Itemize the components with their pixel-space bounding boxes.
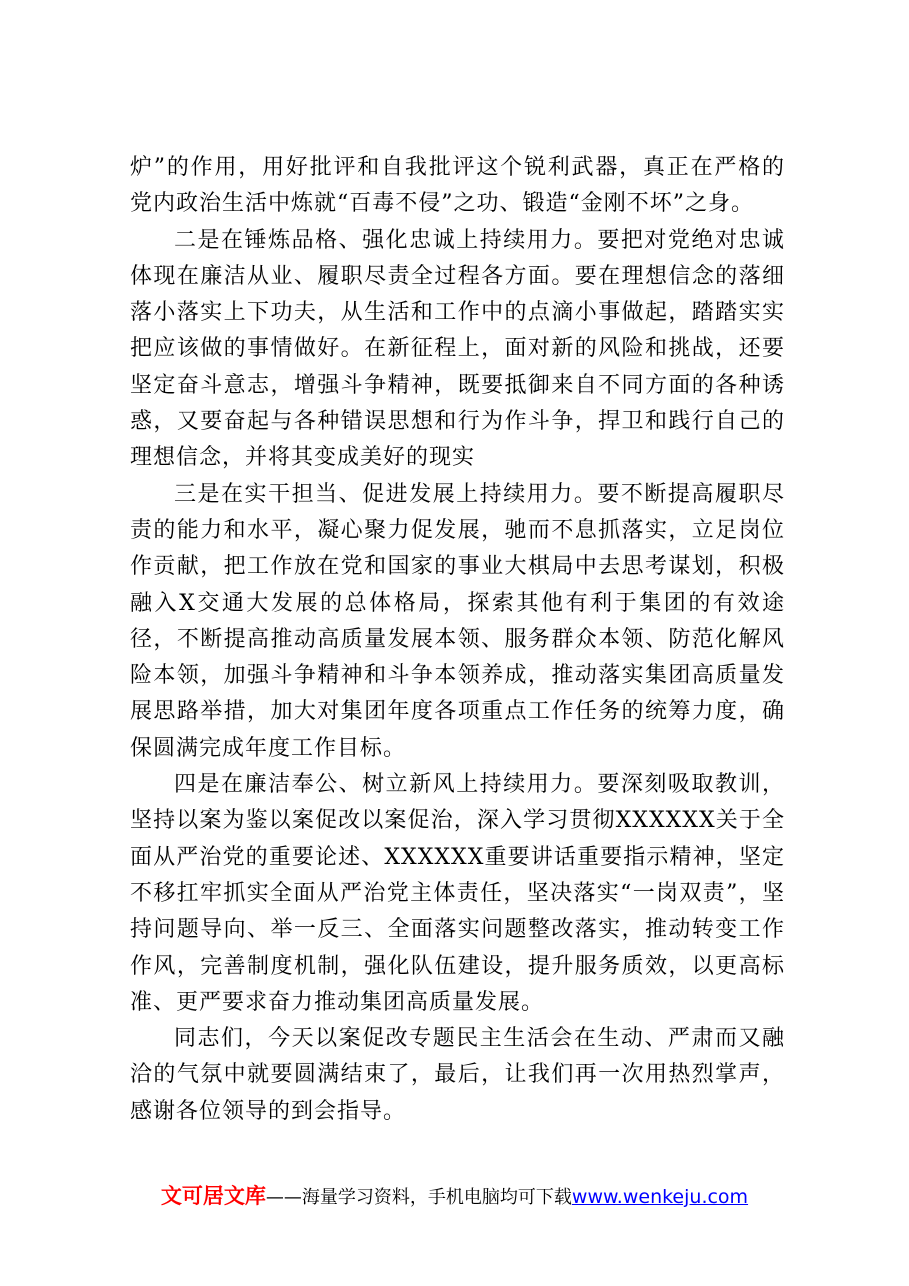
footer-url-link[interactable]: www.wenkeju.com	[571, 1186, 749, 1208]
paragraph-4: 四是在廉洁奉公、树立新风上持续用力。要深刻吸取教训，坚持以案为鉴以案促改以案促治，深入学习贯彻XXXXXX关于全面从严治党的重要论述、XXXXXX重要讲话重要指示精神，坚定不移扛牢抓实全面从严治党主体责任，坚决落实“一岗双责”，坚持问题导向、举一反三、全面落实问题整改落实，推动转变工作作风，完善制度机制，强化队伍建设，提升服务质效，以更高标准、更严要求奋力推动集团高质量发展。	[130, 772, 785, 1015]
footer-tagline: ——海量学习资料，手机电脑均可下载	[265, 1187, 572, 1208]
footer-brand: 文可居文库	[160, 1184, 266, 1208]
paragraph-2: 二是在锤炼品格、强化忠诚上持续用力。要把对党绝对忠诚体现在廉洁从业、履职尽责全过程各方面。要在理想信念的落细落小落实上下功夫，从生活和工作中的点滴小事做起，踏踏实实把应该做的事情做好。在新征程上，面对新的风险和挑战，还要坚定奋斗意志，增强斗争精神，既要抵御来自不同方面的各种诱惑，又要奋起与各种错误思想和行为作斗争，捍卫和践行自己的理想信念，并将其变成美好的现实	[130, 227, 785, 471]
document-body	[130, 150, 785, 1130]
footer-banner	[0, 1180, 909, 1210]
paragraph-3: 三是在实干担当、促进发展上持续用力。要不断提高履职尽责的能力和水平，凝心聚力促发展，驰而不息抓落实，立足岗位作贡献，把工作放在党和国家的事业大棋局中去思考谋划，积极融入X交通大发展的总体格局，探索其他有利于集团的有效途径，不断提高推动高质量发展本领、服务群众本领、防范化解风险本领，加强斗争精神和斗争本领养成，推动落实集团高质量发展思路举措，加大对集团年度各项重点工作任务的统筹力度，确保圆满完成年度工作目标。	[130, 481, 785, 761]
paragraph-5: 同志们，今天以案促改专题民主生活会在生动、严肃而又融洽的气氛中就要圆满结束了，最后，让我们再一次用热烈掌声，感谢各位领导的到会指导。	[130, 1026, 785, 1124]
paragraph-1: 炉”的作用，用好批评和自我批评这个锐利武器，真正在严格的党内政治生活中炼就“百毒不侵”之功、锻造“金刚不坏”之身。	[130, 155, 785, 217]
